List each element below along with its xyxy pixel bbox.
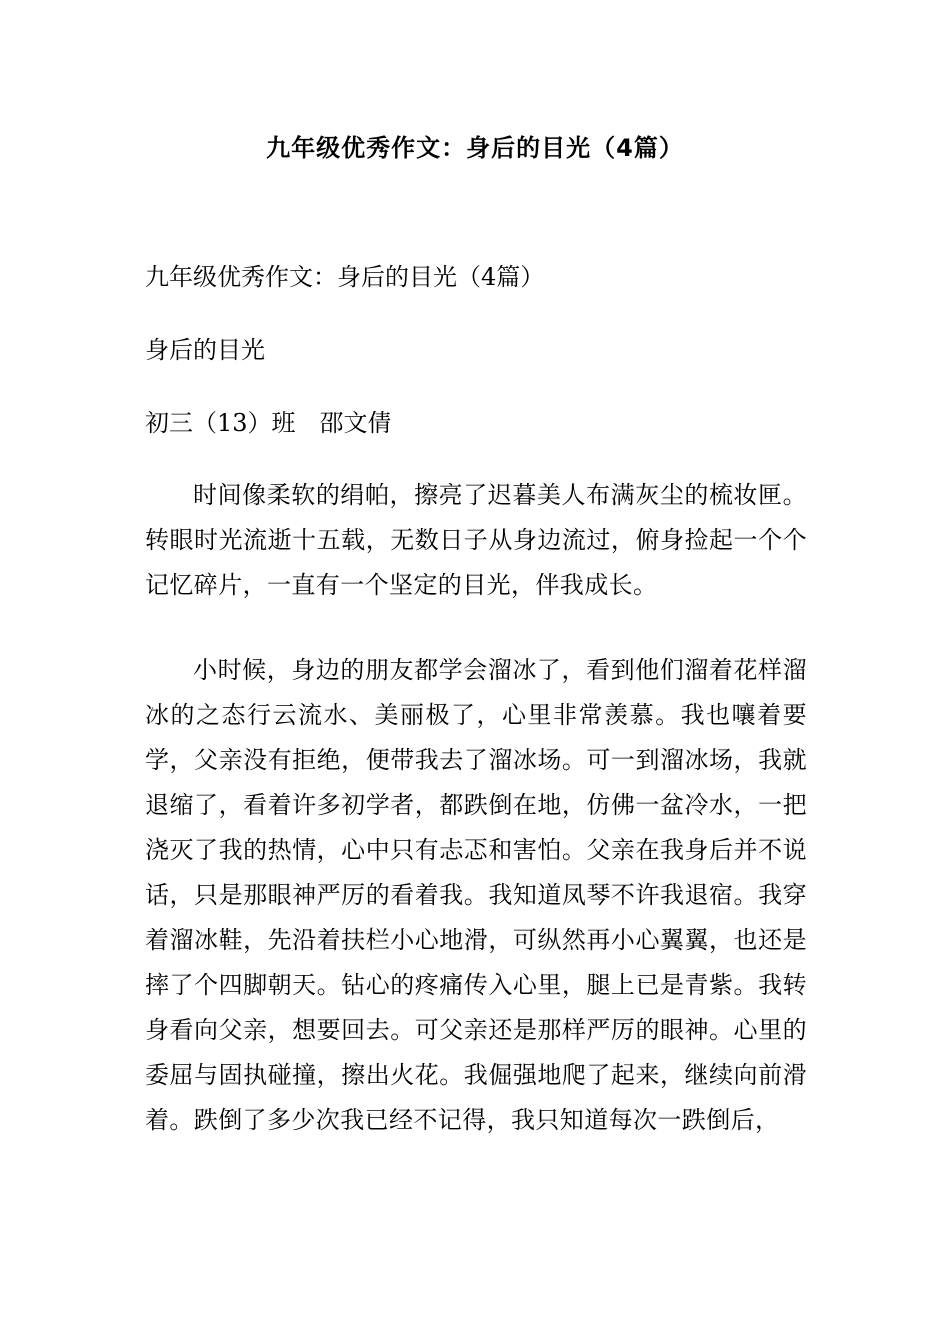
paragraph-1: 时间像柔软的绢帕，擦亮了迟暮美人布满灰尘的梳妆匣。转眼时光流逝十五载，无数日子从身边流过，俯身捡起一个个记忆碎片，一直有一个坚定的目光，伴我成长。 <box>145 481 807 599</box>
document-title: 九年级优秀作文：身后的目光（4篇） <box>266 134 684 162</box>
document-subtitle: 九年级优秀作文：身后的目光（4篇） <box>145 263 545 291</box>
essay-title: 身后的目光 <box>145 336 265 364</box>
paragraph-2: 小时候，身边的朋友都学会溜冰了，看到他们溜着花样溜冰的之态行云流水、美丽极了，心里非常羡慕。我也嚷着要学，父亲没有拒绝，便带我去了溜冰场。可一到溜冰场，我就退缩了，看着许多初学者，都跌倒在地，仿佛一盆冷水，一把浇灭了我的热情，心中只有忐忑和害怕。父亲在我身后并不说话，只是那眼神严厉的看着我。我知道凤琴不许我退宿。我穿着溜冰鞋，先沿着扶栏小心地滑，可纵然再小心翼翼，也还是摔了个四脚朝天。钻心的疼痛传入心里，腿上已是青紫。我转身看向父亲，想要回去。可父亲还是那样严厉的眼神。心里的委屈与固执碰撞，擦出火花。我倔强地爬了起来，继续向前滑着。跌倒了多少次我已经不记得，我只知道每次一跌倒后， <box>145 656 807 1134</box>
author-line: 初三（13）班 邵文倩 <box>145 409 392 437</box>
